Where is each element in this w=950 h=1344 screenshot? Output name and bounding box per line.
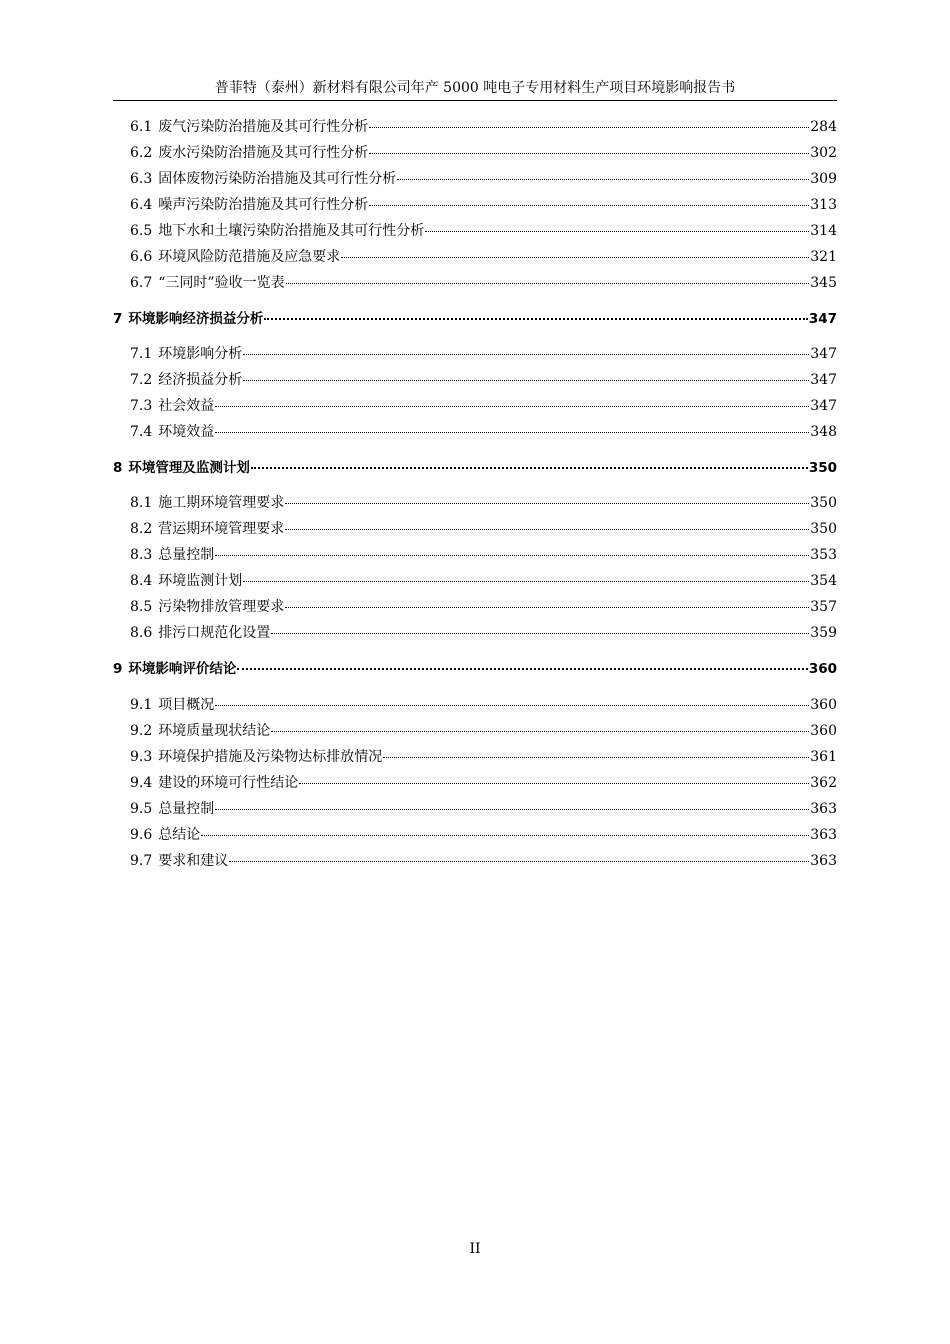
toc-title: 排污口规范化设置 [158,625,271,641]
toc-leader [397,178,809,180]
page-footer [0,1241,950,1257]
toc-title: 环境影响分析 [158,346,243,362]
toc-entry-7-4[interactable] [130,423,837,441]
toc-number: 6.4 [130,197,153,213]
toc-leader [251,466,808,469]
toc-title: 环境监测计划 [158,573,243,589]
toc-leader [383,756,809,758]
toc-leader [243,353,809,355]
toc-page: 347 [810,346,837,362]
page-header [113,78,837,101]
toc-chapter-8[interactable] [113,459,837,477]
toc-entry-9-2[interactable] [130,722,837,740]
toc-leader [285,502,809,504]
toc-leader [285,528,809,530]
toc-leader [215,554,809,556]
toc-page: 357 [810,599,837,615]
toc-title: 建设的环境可行性结论 [158,775,299,791]
toc-entry-8-4[interactable] [130,572,837,590]
toc-number: 6.1 [130,119,153,135]
toc-number: 7.2 [130,372,153,388]
toc-entry-9-7[interactable] [130,852,837,870]
toc-page: 363 [810,801,837,817]
toc-title: “三同时”验收一览表 [158,275,285,291]
toc-page: 361 [810,749,837,765]
toc-number: 8.4 [130,573,153,589]
toc-leader [264,317,807,320]
toc-title: 总量控制 [158,801,215,817]
toc-title: 环境保护措施及污染物达标排放情况 [158,749,383,765]
toc-title: 环境质量现状结论 [158,723,271,739]
toc-page: 309 [810,171,837,187]
toc-page: 353 [810,547,837,563]
toc-entry-7-3[interactable] [130,397,837,415]
toc-page: 321 [810,249,837,265]
toc-page: 350 [810,495,837,511]
toc-leader [229,860,809,862]
toc-leader [286,282,810,284]
toc-number: 8.3 [130,547,153,563]
toc-page: 347 [810,372,837,388]
toc-page: 363 [810,827,837,843]
toc-entry-7-1[interactable] [130,345,837,363]
toc-leader [215,704,809,706]
toc-entry-9-3[interactable] [130,748,837,766]
toc-chapter-9[interactable] [113,660,837,678]
toc-page: 360 [808,661,837,677]
toc-title: 社会效益 [158,398,215,414]
toc-page: 347 [808,311,837,327]
toc-title: 环境管理及监测计划 [128,460,250,476]
toc-entry-6-2[interactable] [130,144,837,162]
toc-entry-6-7[interactable] [130,274,837,292]
header-title: 普菲特（泰州）新材料有限公司年产 5000 吨电子专用材料生产项目环境影响报告书 [214,80,736,96]
toc-title: 总量控制 [158,547,215,563]
toc-leader [271,632,809,634]
toc-entry-8-1[interactable] [130,494,837,512]
toc-title: 总结论 [158,827,201,843]
toc-title: 环境效益 [158,424,215,440]
toc-number: 9.4 [130,775,153,791]
toc-entry-6-3[interactable] [130,170,837,188]
toc-leader [243,580,809,582]
toc-page: 350 [808,460,837,476]
toc-leader [425,230,809,232]
toc-number: 6.2 [130,145,153,161]
toc-entry-7-2[interactable] [130,371,837,389]
toc-title: 废气污染防治措施及其可行性分析 [158,119,369,135]
toc-entry-9-5[interactable] [130,800,837,818]
toc-page: 284 [810,119,837,135]
toc-chapter-7[interactable] [113,310,837,328]
toc-page: 313 [810,197,837,213]
toc-number: 9.3 [130,749,153,765]
toc-page: 359 [810,625,837,641]
toc-title: 环境影响评价结论 [128,661,237,677]
toc-number: 8 [113,460,123,476]
toc-page: 363 [810,853,837,869]
toc-title: 噪声污染防治措施及其可行性分析 [158,197,369,213]
toc-page: 362 [810,775,837,791]
toc-page: 350 [810,521,837,537]
toc-title: 营运期环境管理要求 [158,521,285,537]
toc-leader [369,126,809,128]
toc-title: 要求和建议 [158,853,229,869]
toc-entry-8-5[interactable] [130,598,837,616]
toc-number: 7.4 [130,424,153,440]
toc-title: 项目概况 [158,697,215,713]
toc-leader [201,834,809,836]
toc-entry-8-6[interactable] [130,624,837,642]
toc-leader [237,667,807,670]
toc-leader [215,431,809,433]
toc-number: 8.2 [130,521,153,537]
toc-number: 8.6 [130,625,153,641]
toc-number: 6.7 [130,275,153,291]
toc-number: 6.3 [130,171,153,187]
toc-title: 地下水和土壤污染防治措施及其可行性分析 [158,223,425,239]
toc-leader [369,204,809,206]
toc-number: 9 [113,661,123,677]
toc-entry-8-2[interactable] [130,520,837,538]
toc-entry-6-4[interactable] [130,196,837,214]
toc-page: 360 [810,723,837,739]
toc-leader [341,256,809,258]
toc-number: 8.1 [130,495,153,511]
toc-number: 7.3 [130,398,153,414]
toc-page: 345 [810,275,837,291]
toc-entry-9-4[interactable] [130,774,837,792]
toc-number: 6.6 [130,249,153,265]
toc-leader [215,405,809,407]
toc-title: 污染物排放管理要求 [158,599,285,615]
toc-entry-6-5[interactable] [130,222,837,240]
toc-leader [285,606,809,608]
toc-number: 6.5 [130,223,153,239]
toc-entry-9-6[interactable] [130,826,837,844]
toc-leader [299,782,809,784]
toc-entry-8-3[interactable] [130,546,837,564]
toc-title: 废水污染防治措施及其可行性分析 [158,145,369,161]
toc-page: 348 [810,424,837,440]
toc-number: 9.5 [130,801,153,817]
toc-number: 7 [113,311,123,327]
toc-leader [215,808,809,810]
toc-title: 固体废物污染防治措施及其可行性分析 [158,171,397,187]
toc-leader [243,379,809,381]
toc-number: 8.5 [130,599,153,615]
toc-number: 9.7 [130,853,153,869]
toc-number: 9.2 [130,723,153,739]
toc-number: 9.6 [130,827,153,843]
toc-page: 314 [810,223,837,239]
toc-title: 经济损益分析 [158,372,243,388]
toc-title: 环境风险防范措施及应急要求 [158,249,341,265]
toc-number: 7.1 [130,346,153,362]
toc-leader [369,152,809,154]
toc-page: 302 [810,145,837,161]
toc-entry-6-6[interactable] [130,248,837,266]
toc-entry-9-1[interactable] [130,696,837,714]
toc-number: 9.1 [130,697,153,713]
page-number: II [469,1241,481,1257]
toc-leader [271,730,809,732]
toc-title: 环境影响经济损益分析 [128,311,264,327]
toc-title: 施工期环境管理要求 [158,495,285,511]
toc-entry-6-1[interactable] [130,118,837,136]
toc-page: 347 [810,398,837,414]
toc-page: 354 [810,573,837,589]
toc-page: 360 [810,697,837,713]
